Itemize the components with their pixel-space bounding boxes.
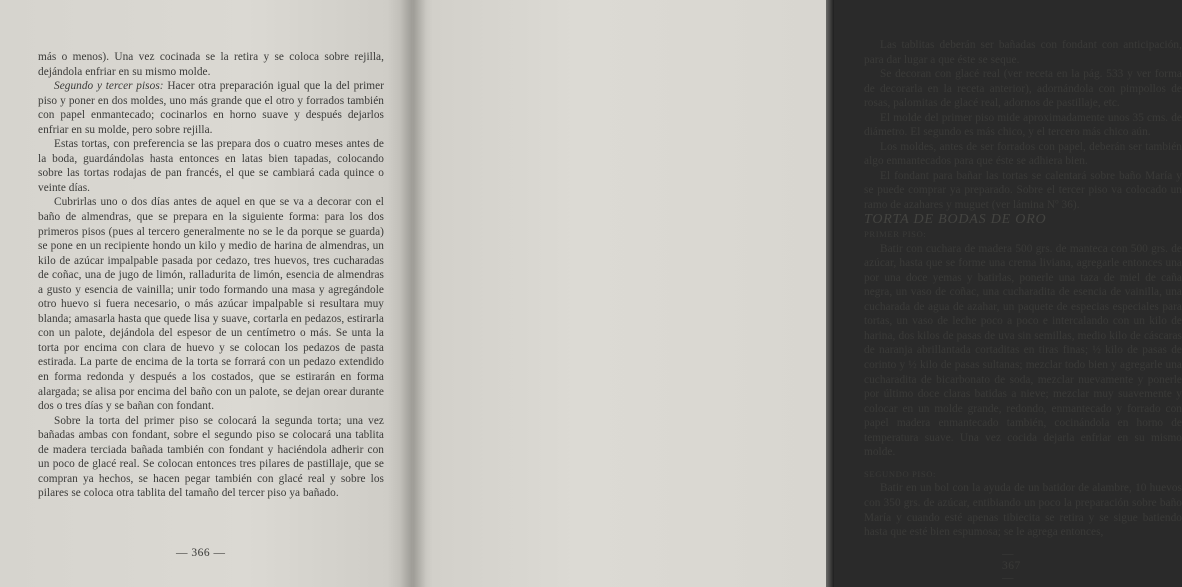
right-paragraph-2: Se decoran con glacé real (ver receta en la pág. 533 y ver forma de decorarla en la receta anterior), adornándola con pimpollos de rosas, palomitas de glacé real, adornos de pastillaje, etc.: [864, 68, 1182, 110]
right-paragraph-3: El molde del primer piso mide aproximadamente unos 35 cms. de diámetro. El segundo es más chico, y el tercero más chico aún.: [864, 111, 1182, 139]
right-page: [412, 0, 1182, 587]
right-paragraph-5: El fondant para bañar las tortas se calentará sobre baño María y se puede comprar ya preparado. Sobre el tercer piso va colocado un ramo de azahares y muguet (ver lámina Nº 36).: [864, 169, 1182, 212]
primer-piso-heading: PRIMER PISO:: [864, 229, 927, 240]
page-number-left: — 366 —: [176, 547, 226, 559]
segundo-piso-text: Batir en un bol con la ayuda de un batidor de alambre, 10 huevos con 350 grs. de azúcar, entibiando un poco la preparación sobre baño María y cuando esté apenas tibiecita se retira y se sigue batiendo hasta que esté bien espumosa; se le agrega entonces,: [864, 482, 1182, 539]
scan-edge: [826, 0, 834, 587]
recipe-title: TORTA DE BODAS DE ORO: [864, 211, 1047, 227]
left-paragraph-segundo: [38, 79, 384, 137]
left-paragraph-3: Estas tortas, con preferencia se las prepara dos o cuatro meses antes de la boda, guardándolas hasta entonces en latas bien tapadas, colocando sobre las tortas rodajas de pan francés, el que se cambiará cada quince o veinte días.: [38, 138, 384, 194]
left-paragraph-4: Cubrirlas uno o dos días antes de aquel en que se va a decorar con el baño de almendras, que se prepara en la siguiente forma: para los dos primeros pisos (pues al tercero generalmente no se le da porque se guarda) se pone en un recipiente hondo un kilo y medio de harina de almendras, un kilo de azúcar impalpable pasada por cedazo, tres huevos, tres cucharadas de coñac, una de jugo de limón, ralladurita de limón, esencia de almendras a gusto y esencia de vainilla; unir todo formando una masa y agregándole otro huevo si fuera necesario, o más azúcar impalpable si resultara muy blanda; amasarla hasta que quede lisa y suave, cortarla en pedazos, estirarla con un palote, dejándola del espesor de un centímetro o más. Se unta la torta por encima con clara de huevo y se colocan los pedazos de pasta estirada. La parte de encima de la torta se forrará con un pedazo extendido en forma redonda y después a los costados, que se estirarán en forma alargada; se alisa por encima del baño con un palote, se dejan orear durante dos o tres días y se bañan con fondant.: [38, 196, 384, 413]
left-paragraph-5: Sobre la torta del primer piso se colocará la segunda torta; una vez bañadas ambas con fondant, sobre el segundo piso se colocará una tablita de madera terciada bañada también con fondant y haciéndola adherir con un poco de glacé real. Se colocan entonces tres pilares de pastillaje, que se compran ya hechos, se hacen pegar también con glacé real y sobre los pilares se coloca otra tablita del tamaño del tercer piso ya bañado.: [38, 414, 384, 500]
primer-piso-text: Batir con cuchara de madera 500 grs. de manteca con 500 grs. de azúcar, hasta que se forme una crema liviana, agregarle entonces una por una doce yemas y batirlas, ponerle una taza de miel de caña negra, un vaso de coñac, una cucharadita de esencia de vainilla, una cucharada de agua de azahar, un paquete de especias especiales para tortas, un vaso de leche poco a poco e intercalando con un kilo de harina, dos kilos de pasas de uva sin semillas, medio kilo de cáscaras de naranja abrillantada cortaditas en tiras finas; ½ kilo de pasas de corinto y ½ kilo de pasas sultanas; mezclar todo bien y agregarle una cucharadita de bicarbonato de soda, mezclar nuevamente y ponerle por último doce claras batidas a nieve; mezclar muy suavemente y colocar en un molde grande, redondo, enmantecado y forrado con papel madera enmantecado también, cocinándola en horno de temperatura suave. Una vez cocida dejarla enfriar en su mismo molde.: [864, 242, 1182, 459]
left-page-text: [38, 50, 384, 501]
page-number-right: — 367 —: [1002, 548, 1021, 584]
segundo-tercer-label: Segundo y tercer pisos:: [54, 80, 164, 93]
right-paragraph-1: Las tablitas deberán ser bañadas con fondant con anticipación, para dar lugar a que éste se seque.: [864, 39, 1182, 66]
right-page-text: [864, 38, 1182, 540]
segundo-piso-heading: SEGUNDO PISO:: [864, 468, 937, 479]
right-paragraph-4: Los moldes, antes de ser forrados con papel, deberán ser también algo enmantecados para que éste se adhiera bien.: [864, 140, 1182, 168]
left-paragraph-1: más o menos). Una vez cocinada se la retira y se coloca sobre rejilla, dejándola enfriar en su mismo molde.: [38, 51, 384, 78]
left-page: [0, 0, 412, 587]
left-paragraph-2: Hacer otra preparación igual que la del primer piso y poner en dos moldes, uno más grande que el otro y forrados también con papel enmantecado; cocinarlos en horno suave y después dejarlos enfriar en su molde, pero sobre rejilla.: [38, 80, 385, 136]
